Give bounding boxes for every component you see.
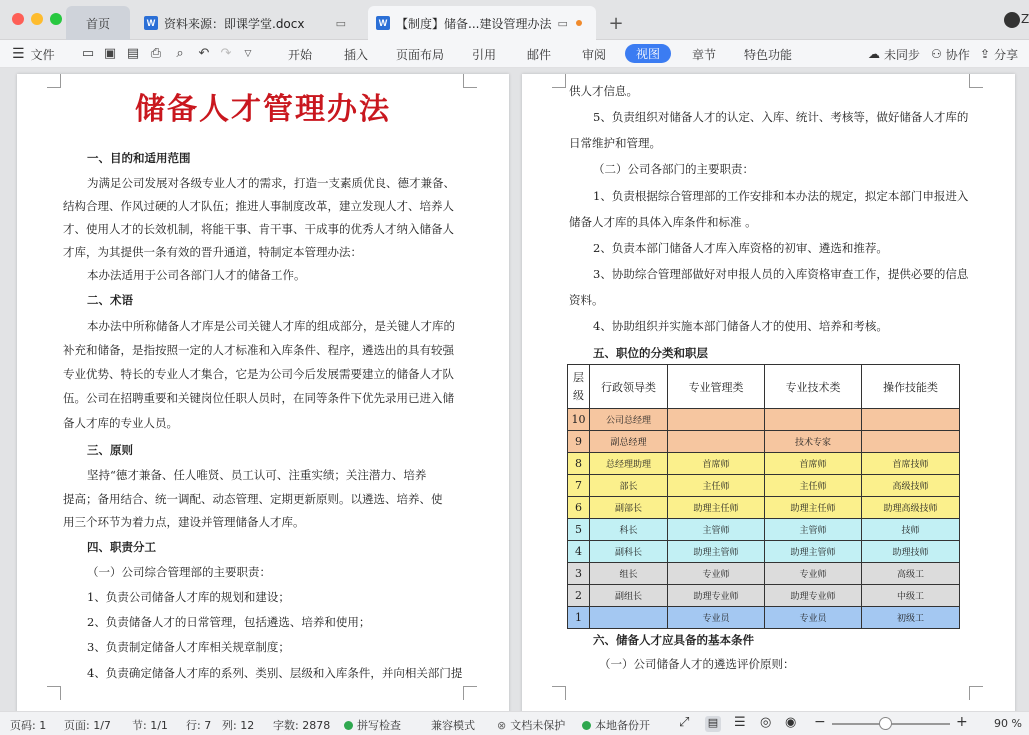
section-heading: 一、目的和适用范围	[87, 151, 191, 165]
page-view-icon[interactable]: ▤	[705, 716, 721, 732]
table-ops-cell: 助理高级技师	[862, 497, 960, 519]
document-icon: W	[376, 16, 390, 30]
spell-check-button[interactable]: 拼写检查	[344, 717, 401, 733]
table-level-cell: 1	[568, 607, 590, 629]
table-row	[568, 409, 960, 431]
close-window-button[interactable]	[12, 13, 24, 25]
table-admin-cell: 副科长	[590, 541, 668, 563]
paragraph-line: 供人才信息。	[569, 84, 638, 98]
ribbon	[0, 40, 1029, 68]
table-ops-cell: 高级工	[862, 563, 960, 585]
status-section: 节: 1/1	[132, 719, 168, 732]
table-header-cell: 专业技术类	[765, 365, 862, 409]
paragraph-line: 储备人才库的具体入库条件和标准 。	[569, 215, 757, 229]
table-row	[568, 563, 960, 585]
table-row	[568, 585, 960, 607]
cloud-icon: ☁	[868, 47, 880, 61]
table-level-cell: 6	[568, 497, 590, 519]
print-icon[interactable]: ⎙	[150, 46, 162, 61]
table-row	[568, 475, 960, 497]
local-backup-button[interactable]: 本地备份开	[582, 717, 650, 733]
zoom-out-button[interactable]: −	[814, 714, 826, 730]
hamburger-icon: ☰	[12, 46, 25, 62]
table-mgmt-cell: 主任师	[668, 475, 765, 497]
status-compat-mode: 兼容模式	[431, 719, 475, 732]
table-admin-cell: 部长	[590, 475, 668, 497]
table-ops-cell: 中级工	[862, 585, 960, 607]
table-header-row	[568, 365, 960, 409]
section-heading: 二、术语	[87, 293, 133, 307]
table-level-cell: 7	[568, 475, 590, 497]
table-mgmt-cell: 助理专业师	[668, 585, 765, 607]
monitor-icon: ▭	[335, 16, 346, 30]
table-ops-cell: 初级工	[862, 607, 960, 629]
table-row	[568, 431, 960, 453]
tab-document-active[interactable]: W 【制度】储备...建设管理办法 ▭	[368, 6, 596, 40]
section-heading: 三、原则	[87, 443, 133, 457]
table-level-cell: 8	[568, 453, 590, 475]
paragraph-line: 2、负责储备人才的日常管理，包括遴选、培养和使用；	[87, 615, 371, 629]
zoom-in-button[interactable]: +	[956, 714, 968, 730]
file-menu-button[interactable]: ☰ 文件	[12, 46, 55, 62]
eye-protection-icon[interactable]: ◉	[785, 715, 797, 730]
table-admin-cell: 副组长	[590, 585, 668, 607]
document-page-2[interactable]	[522, 74, 1015, 711]
new-tab-button[interactable]: +	[608, 12, 624, 34]
table-admin-cell: 组长	[590, 563, 668, 585]
margin-mark	[969, 74, 983, 88]
undo-icon[interactable]: ↶	[198, 46, 210, 61]
margin-mark	[552, 686, 566, 700]
tab-view[interactable]: 视图	[625, 44, 671, 63]
margin-mark	[552, 74, 566, 88]
paragraph-line: 4、负责确定储备人才库的系列、类别、层级和入库条件，并向相关部门提	[87, 666, 463, 680]
web-view-icon[interactable]: ◎	[760, 715, 772, 730]
paragraph-line: （一）公司综合管理部的主要职责：	[87, 565, 271, 579]
table-level-cell: 10	[568, 409, 590, 431]
paragraph-line: 1、负责公司储备人才库的规划和建设；	[87, 590, 290, 604]
collaborate-button[interactable]: ⚇ 协作	[931, 47, 970, 62]
table-level-cell: 5	[568, 519, 590, 541]
paragraph-line: 本办法适用于公司各部门人才的储备工作。	[87, 268, 306, 282]
paragraph-line: 日常维护和管理。	[569, 136, 661, 150]
table-mgmt-cell: 首席师	[668, 453, 765, 475]
table-admin-cell: 副部长	[590, 497, 668, 519]
table-ops-cell: 高级技师	[862, 475, 960, 497]
tab-home[interactable]: 首页	[66, 6, 130, 40]
paragraph-line: 用三个环节为着力点，建设并管理储备人才库。	[63, 515, 305, 529]
tab-insert[interactable]: 插入	[344, 48, 369, 62]
paragraph-line: 专业优势、特长的专业人才集合，它是为公司今后发展需要建立的储备人才队	[63, 367, 454, 381]
document-protect-button[interactable]: ⊗ 文档未保护	[497, 719, 566, 732]
table-header-cell: 操作技能类	[862, 365, 960, 409]
table-tech-cell: 助理主管师	[765, 541, 862, 563]
chevron-down-icon[interactable]: ▽	[244, 49, 252, 59]
table-mgmt-cell	[668, 431, 765, 453]
table-row	[568, 497, 960, 519]
tab-page-layout[interactable]: 页面布局	[396, 48, 445, 62]
table-row	[568, 541, 960, 563]
document-workspace[interactable]	[0, 68, 1029, 711]
document-icon: W	[144, 16, 158, 30]
document-page-1[interactable]	[17, 74, 509, 711]
table-mgmt-cell: 主管师	[668, 519, 765, 541]
paragraph-line: 才库，为其提供一条有效的晋升通道，特制定本管理办法：	[63, 245, 362, 259]
person-icon: ⚇	[931, 47, 942, 61]
table-admin-cell: 总经理助理	[590, 453, 668, 475]
table-tech-cell	[765, 409, 862, 431]
paragraph-line: 1、负责根据综合管理部的工作安排和本办法的规定，拟定本部门申报进入	[593, 189, 969, 203]
paragraph-line: 才、使用人才的长效机制，将能干事、肯干事、干成事的优秀人才纳入储备人	[63, 222, 454, 236]
table-level-cell: 9	[568, 431, 590, 453]
tab-mail[interactable]: 邮件	[527, 48, 552, 62]
status-page: 页码: 1	[10, 719, 47, 732]
open-folder-icon[interactable]: ▭	[81, 46, 95, 61]
table-ops-cell	[862, 431, 960, 453]
paragraph-line: 4、协助组织并实施本部门储备人才的使用、培养和考核。	[593, 319, 888, 333]
status-row: 行: 7	[186, 719, 212, 732]
check-icon	[344, 721, 353, 730]
tab-references[interactable]: 引用	[472, 48, 497, 62]
status-bar	[0, 711, 1029, 735]
paragraph-line: （一）公司储备人才的遴选评价原则：	[599, 657, 795, 671]
table-tech-cell: 主管师	[765, 519, 862, 541]
table-tech-cell: 主任师	[765, 475, 862, 497]
paragraph-line: 坚持“德才兼备、任人唯贤、员工认可、注重实绩；关注潜力、培养	[87, 468, 427, 482]
table-mgmt-cell: 助理主任师	[668, 497, 765, 519]
paragraph-line: 提高；备用结合、统一调配、动态管理、定期更新原则。以遴选、培养、使	[63, 492, 443, 506]
sync-button[interactable]: ☁ 未同步	[868, 47, 921, 62]
tab-review[interactable]: 审阅	[582, 48, 607, 62]
tab-special-features[interactable]: 特色功能	[744, 48, 793, 62]
table-row	[568, 453, 960, 475]
table-tech-cell: 助理专业师	[765, 585, 862, 607]
tab-start[interactable]: 开始	[288, 48, 313, 62]
table-tech-cell: 专业师	[765, 563, 862, 585]
minimize-window-button[interactable]	[31, 13, 43, 25]
table-admin-cell: 科长	[590, 519, 668, 541]
section-heading: 四、职责分工	[87, 540, 156, 554]
paragraph-line: 备人才库的专业人员。	[63, 416, 178, 430]
outline-view-icon[interactable]: ☰	[734, 715, 746, 730]
table-level-cell: 2	[568, 585, 590, 607]
status-word-count[interactable]: 字数: 2878	[273, 719, 331, 732]
tab-document-source[interactable]: W 资料来源：即课学堂.docx ▭	[136, 6, 364, 40]
table-ops-cell: 助理技师	[862, 541, 960, 563]
paragraph-line: 5、负责组织对储备人才的认定、入库、统计、考核等，做好储备人才库的	[593, 110, 969, 124]
zoom-level[interactable]: 90 %	[994, 717, 1022, 730]
table-ops-cell: 首席技师	[862, 453, 960, 475]
paragraph-line: 资料。	[569, 293, 604, 307]
table-header-cell: 专业管理类	[668, 365, 765, 409]
paragraph-line: 结构合理、作风过硬的人才队伍；推进人事制度改革，建立发现人才、培养人	[63, 199, 454, 213]
table-mgmt-cell	[668, 409, 765, 431]
position-level-table	[567, 364, 960, 629]
table-level-cell: 4	[568, 541, 590, 563]
paragraph-line: （二）公司各部门的主要职责：	[593, 162, 754, 176]
table-tech-cell: 技术专家	[765, 431, 862, 453]
tab-chapter[interactable]: 章节	[692, 48, 717, 62]
unsaved-dot-icon	[576, 20, 582, 26]
status-pages: 页面: 1/7	[64, 719, 111, 732]
backup-icon	[582, 721, 591, 730]
paragraph-line: 3、协助综合管理部做好对申报人员的入库资格审查工作，提供必要的信息	[593, 267, 969, 281]
table-mgmt-cell: 助理主管师	[668, 541, 765, 563]
margin-mark	[969, 686, 983, 700]
document-title: 储备人才管理办法	[135, 92, 391, 127]
zoom-slider-handle[interactable]	[879, 717, 892, 730]
table-header-cell: 行政领导类	[590, 365, 668, 409]
table-header-cell: 层级	[568, 365, 590, 409]
table-mgmt-cell: 专业师	[668, 563, 765, 585]
section-heading: 五、职位的分类和职层	[593, 346, 708, 360]
share-icon: ⇪	[980, 47, 991, 61]
table-tech-cell: 助理主任师	[765, 497, 862, 519]
table-level-cell: 3	[568, 563, 590, 585]
paragraph-line: 2、负责本部门储备人才库入库资格的初审、遴选和推荐。	[593, 241, 888, 255]
table-row	[568, 519, 960, 541]
paragraph-line: 为满足公司发展对各级专业人才的需求，打造一支素质优良、德才兼备、	[87, 176, 455, 190]
table-ops-cell	[862, 409, 960, 431]
margin-mark	[47, 686, 61, 700]
paragraph-line: 补充和储备，是指按照一定的人才标准和入库条件、程序，遴选出的具有较强	[63, 343, 454, 357]
table-tech-cell: 首席师	[765, 453, 862, 475]
export-pdf-icon[interactable]: ▤	[126, 46, 140, 61]
unprotected-icon: ⊗	[497, 719, 507, 732]
table-ops-cell: 技师	[862, 519, 960, 541]
status-column: 列: 12	[222, 719, 255, 732]
share-button[interactable]: ⇪ 分享	[980, 47, 1019, 62]
avatar[interactable]	[1004, 12, 1020, 28]
print-preview-icon[interactable]: ⌕	[176, 46, 184, 61]
save-icon[interactable]: ▣	[103, 46, 117, 61]
table-mgmt-cell: 专业员	[668, 607, 765, 629]
title-bar	[0, 0, 1029, 40]
paragraph-line: 3、负责制定储备人才库相关规章制度；	[87, 640, 290, 654]
table-admin-cell	[590, 607, 668, 629]
section-heading: 六、储备人才应具备的基本条件	[593, 633, 754, 647]
table-admin-cell: 公司总经理	[590, 409, 668, 431]
redo-icon[interactable]: ↷	[220, 46, 232, 61]
table-tech-cell: 专业员	[765, 607, 862, 629]
table-admin-cell: 副总经理	[590, 431, 668, 453]
paragraph-line: 伍。公司在招聘重要和关键岗位任职人员时，在同等条件下优先录用已进入储	[63, 391, 454, 405]
paragraph-line: 本办法中所称储备人才库是公司关键人才库的组成部分，是关键人才库的	[87, 319, 455, 333]
fullscreen-icon[interactable]: ⤢	[679, 715, 690, 730]
monitor-icon: ▭	[557, 16, 568, 30]
table-row	[568, 607, 960, 629]
user-initial: Z	[1021, 12, 1029, 26]
margin-mark	[463, 686, 477, 700]
maximize-window-button[interactable]	[50, 13, 62, 25]
